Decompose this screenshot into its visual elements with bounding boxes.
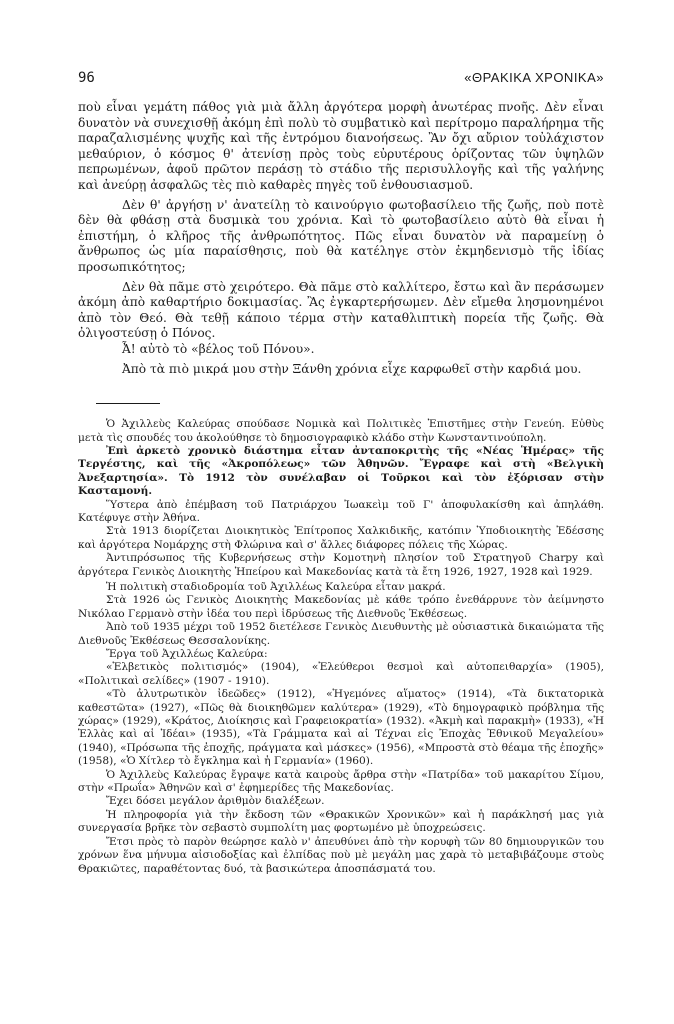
footnote-paragraph: Ὕστερα ἀπὸ ἐπέμβαση τοῦ Πατριάρχου Ἰωακεὶμ τοῦ Γ' ἀποφυλακίσθη καὶ ἀπηλάθη. Κατέφυγε στὴν Ἀθήνα. [78, 498, 604, 524]
footnote-paragraph: Ἀπὸ τοῦ 1935 μέχρι τοῦ 1952 διετέλεσε Γενικὸς Διευθυντὴς μὲ οὐσιαστικὰ δικαιώματα τῆς Διεθνοῦς Ἐκθέσεως Θεσσαλονίκης. [78, 621, 604, 647]
page-header [78, 70, 604, 86]
footnote-paragraph: Στὰ 1913 διορίζεται Διοικητικὸς Ἐπίτροπος Χαλκιδικῆς, κατόπιν Ὑποδιοικητὴς Ἐδέσσης καὶ ἀργότερα Νομάρχης στὴ Φλώρινα καὶ σ' ἄλλες διάφορες πόλεις τῆς Χώρας. [78, 525, 604, 551]
paragraph: Δὲν θ' ἀργήσῃ ν' ἀνατείλῃ τὸ καινούργιο φωτοβασίλειο τῆς ζωῆς, ποὺ ποτὲ δὲν θὰ φθάσῃ στὰ δυσμικὰ του χρόνια. Καὶ τὸ φωτοβασίλειο αὐτὸ θὰ εἶναι ἡ ἐπιστήμη, ὁ κλῆρος τῆς ἀνθρωπότητος. Πῶς εἶναι δυνατὸν νὰ παραμείνῃ ὁ ἄνθρωπος ὡς μία παραίσθησις, ποὺ θὰ κατέληγε στὸν ἐκμηδενισμὸ τῆς ἰδίας προσωπικότητος; [78, 197, 604, 274]
page-number: 96 [78, 70, 95, 86]
footnote-paragraph: Ἡ πολιτικὴ σταδιοδρομία τοῦ Ἀχιλλέως Καλεύρα εἶταν μακρά. [106, 580, 446, 593]
footnote-paragraph: Ἔτσι πρὸς τὸ παρὸν θεώρησε καλὸ ν' ἀπευθύνει ἀπὸ τὴν κορυφὴ τῶν 80 δημιουργικῶν του χρόνων ἕνα μήνυμα αἰσιοδοξίας καὶ ἐλπίδας ποὺ μὲ μεγάλη μας χαρὰ τὸ μεταβιβάζουμε στοὺς Θρακιῶτες, παραθέτοντας δυό, τὰ βασικώτερα ἀποσπάσματά του. [78, 835, 604, 875]
paragraph: Ἆ! αὐτὸ τὸ «βέλος τοῦ Πόνου». [122, 341, 315, 356]
footnote-paragraph: Ἐπὶ ἀρκετὸ χρονικὸ διάστημα εἶταν ἀνταποκριτὴς τῆς «Νέας Ἡμέρας» τῆς Τεργέστης, καὶ τῆς «Ἀκροπόλεως» τῶν Ἀθηνῶν. Ἔγραφε καὶ στὴ «Βελγικὴ Ἀνεξαρτησία». Τὸ 1912 τὸν συνέλαβαν οἱ Τοῦρκοι καὶ τὸν ἐξόρισαν στὴν Κασταμονή. [78, 444, 604, 498]
paragraph: Δὲν θὰ πᾶμε στὸ χειρότερο. Θὰ πᾶμε στὸ καλλίτερο, ἔστω καὶ ἂν περάσωμεν ἀκόμη ἀπὸ καθαρτήριο δοκιμασίας. Ἂς ἐγκαρτερήσωμεν. Δὲν εἴμεθα λησμονημένοι ἀπὸ τὸν Θεό. Θὰ τεθῇ κάποιο τέρμα στὴν καταθλιπτικὴ πορεία τῆς ζωῆς. Θὰ ὀλιγοστεύσῃ ὁ Πόνος. [78, 279, 604, 341]
paragraph: ποὺ εἶναι γεμάτη πάθος γιὰ μιὰ ἄλλη ἀργότερα μορφὴ ἀνωτέρας πνοῆς. Δὲν εἶναι δυνατὸν νὰ συνεχισθῇ ἀκόμη ἐπὶ πολὺ τὸ συμβατικὸ καὶ περίτρομο παραλήρημα τῆς παραζαλισμένης ψυχῆς καὶ τῆς ἐντρόμου διανοήσεως. Ἂν ὄχι αὔριον τοὐλάχιστον μεθαύριον, ὁ κόσμος θ' ἀτενίσῃ πρὸς τοὺς εὐρυτέρους ὁρίζοντας τῶν ὑψηλῶν πεπρωμένων, ἀφοῦ πρῶτον περάσῃ τὸ στάδιο τῆς περισυλλογῆς καὶ τῆς γαλήνης καὶ ἀνεύρῃ ἀσφαλῶς τὲς πιὸ καθαρὲς πηγὲς τοῦ ἐνθουσιασμοῦ. [78, 100, 604, 192]
footnote-paragraph: «Ἑλβετικὸς πολιτισμός» (1904), «Ἐλεύθεροι θεσμοὶ καὶ αὐτοπειθαρχία» (1905), «Πολιτικαὶ σελίδες» (1907 - 1910). [78, 661, 604, 687]
footnote-paragraph: Ἡ πληροφορία γιὰ τὴν ἔκδοση τῶν «Θρακικῶν Χρονικῶν» καὶ ἡ παράκλησή μας γιὰ συνεργασία βρῆκε τὸν σεβαστὸ συμπολίτη μας φορτωμένο μὲ ὑποχρεώσεις. [78, 808, 604, 835]
footnote-paragraph: Στὰ 1926 ὡς Γενικὸς Διοικητὴς Μακεδονίας μὲ κάθε τρόπο ἐνεθάρρυνε τὸν ἀείμνηστο Νικόλαο Γερμανὸ στὴν ἰδέα του περὶ ἱδρύσεως τῆς Διεθνοῦς Ἐκθέσεως. [78, 594, 604, 620]
running-title: «ΘΡΑΚΙΚΑ ΧΡΟΝΙΚΑ» [464, 70, 604, 85]
footnote-paragraph: Ὁ Ἀχιλλεὺς Καλεύρας σπούδασε Νομικὰ καὶ Πολιτικὲς Ἐπιστῆμες στὴν Γενεύη. Εὐθὺς μετὰ τὶς σπουδές του ἀκολούθησε τὸ δημοσιογραφικὸ κλάδο στὴν Κωνσταντινούπολη. [78, 418, 604, 444]
footnote-paragraph: Ἔργα τοῦ Ἀχιλλέως Καλεύρα: [106, 648, 268, 660]
main-text [78, 100, 604, 377]
footnote-separator [96, 403, 160, 404]
footnote-paragraph: «Τὸ ἀλυτρωτικὸν ἰδεῶδες» (1912), «Ἡγεμόνες αἵματος» (1914), «Τὰ δικτατορικὰ καθεστῶτα» (1927), «Πῶς θὰ διοικηθῶμεν καλύτερα» (1929), «Τὸ δημογραφικὸ πρόβλημα τῆς χώρας» (1929), «Κράτος, Διοίκησις καὶ Γραφειοκρατία» (1932). «Ἀκμὴ καὶ παρακμὴ» (1933), «Ἡ Ἑλλὰς καὶ αἱ Ἰδέαι» (1935), «Τὰ Γράμματα καὶ αἱ Τέχναι εἰς Ἐποχὰς Ἐθνικοῦ Μεγαλείου» (1940), «Πρόσωπα τῆς ἐποχῆς, πράγματα καὶ μάσκες» (1956), «Μπροστὰ στὸ θέαμα τῆς ἐποχῆς» (1958), «Ὁ Χίτλερ τὸ ἔγκλημα καὶ ἡ Γερμανία» (1960). [78, 688, 604, 768]
paragraph: Ἀπὸ τὰ πιὸ μικρά μου στὴν Ξάνθη χρόνια εἶχε καρφωθεῖ στὴν καρδιά μου. [122, 361, 582, 376]
footnote-paragraph: Ὁ Ἀχιλλεὺς Καλεύρας ἔγραψε κατὰ καιροὺς ἄρθρα στὴν «Πατρίδα» τοῦ μακαρίτου Σίμου, στὴν «Πρωΐα» Ἀθηνῶν καὶ σ' ἐφημερίδες τῆς Μακεδονίας. [78, 768, 604, 795]
footnotes [78, 418, 604, 876]
footnote-paragraph: Ἀντιπρόσωπος τῆς Κυβερνήσεως στὴν Κομοτηνὴ πλησίον τοῦ Στρατηγοῦ Charpy καὶ ἀργότερα Γενικὸς Διοικητὴς Ἠπείρου καὶ Μακεδονίας κατὰ τὰ ἔτη 1926, 1927, 1928 καὶ 1929. [78, 552, 604, 578]
footnote-paragraph: Ἔχει δόσει μεγάλον ἀριθμὸν διαλέξεων. [106, 795, 325, 808]
